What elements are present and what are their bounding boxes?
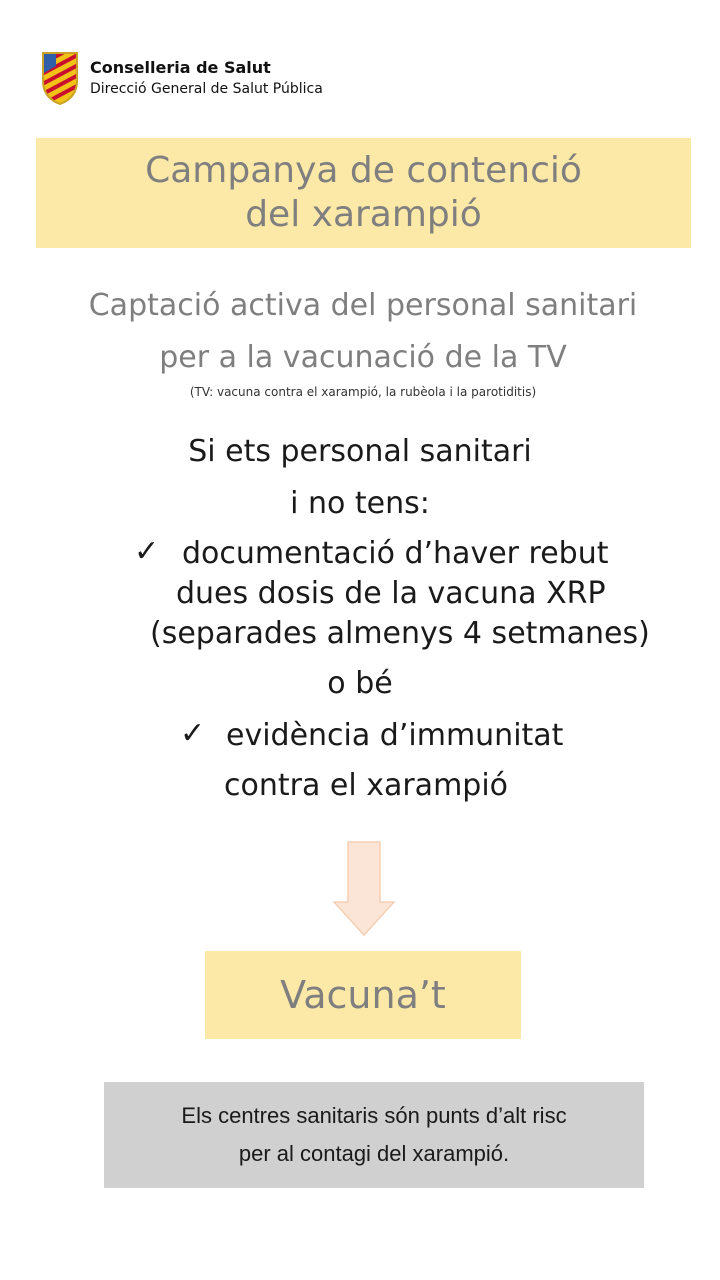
call-to-action-box [205,951,521,1039]
or-text: o bé [327,666,393,701]
item2-line-2: contra el xarampió [224,768,509,803]
intro-line-1: Si ets personal sanitari [188,434,532,469]
intro-line-2: i no tens: [290,486,430,521]
arrow-down-icon [332,840,396,938]
captacio-section [0,280,720,400]
header [40,50,323,106]
item1-line-1: documentació d’haver rebut [182,536,609,571]
campaign-title-line-2: del xarampió [245,194,482,235]
header-text [90,57,323,99]
tv-definition-note: (TV: vacuna contra el xarampió, la rubèola i la parotiditis) [189,385,537,399]
coat-of-arms-shield-icon [40,51,80,105]
captacio-line-1: Captació activa del personal sanitari [88,288,638,323]
item2-line-1: evidència d’immunitat [226,718,564,753]
item1-line-3: (separades almenys 4 setmanes) [150,616,650,651]
organization-title: Conselleria de Salut [90,58,271,77]
risk-note-box [104,1082,644,1188]
check-icon: ✓ [134,534,160,569]
campaign-title-box [36,138,691,248]
campaign-title-line-1: Campanya de contenció [145,150,582,191]
captacio-line-2: per a la vacunació de la TV [159,340,567,375]
organization-subtitle: Direcció General de Salut Pública [90,81,323,97]
check-icon: ✓ [180,716,206,751]
item1-line-2: dues dosis de la vacuna XRP [176,576,606,611]
call-to-action-label: Vacuna’t [280,973,446,1017]
risk-note-line-2: per al contagi del xarampió. [238,1141,510,1166]
risk-note-line-1: Els centres sanitaris són punts d’alt risc [181,1103,567,1128]
